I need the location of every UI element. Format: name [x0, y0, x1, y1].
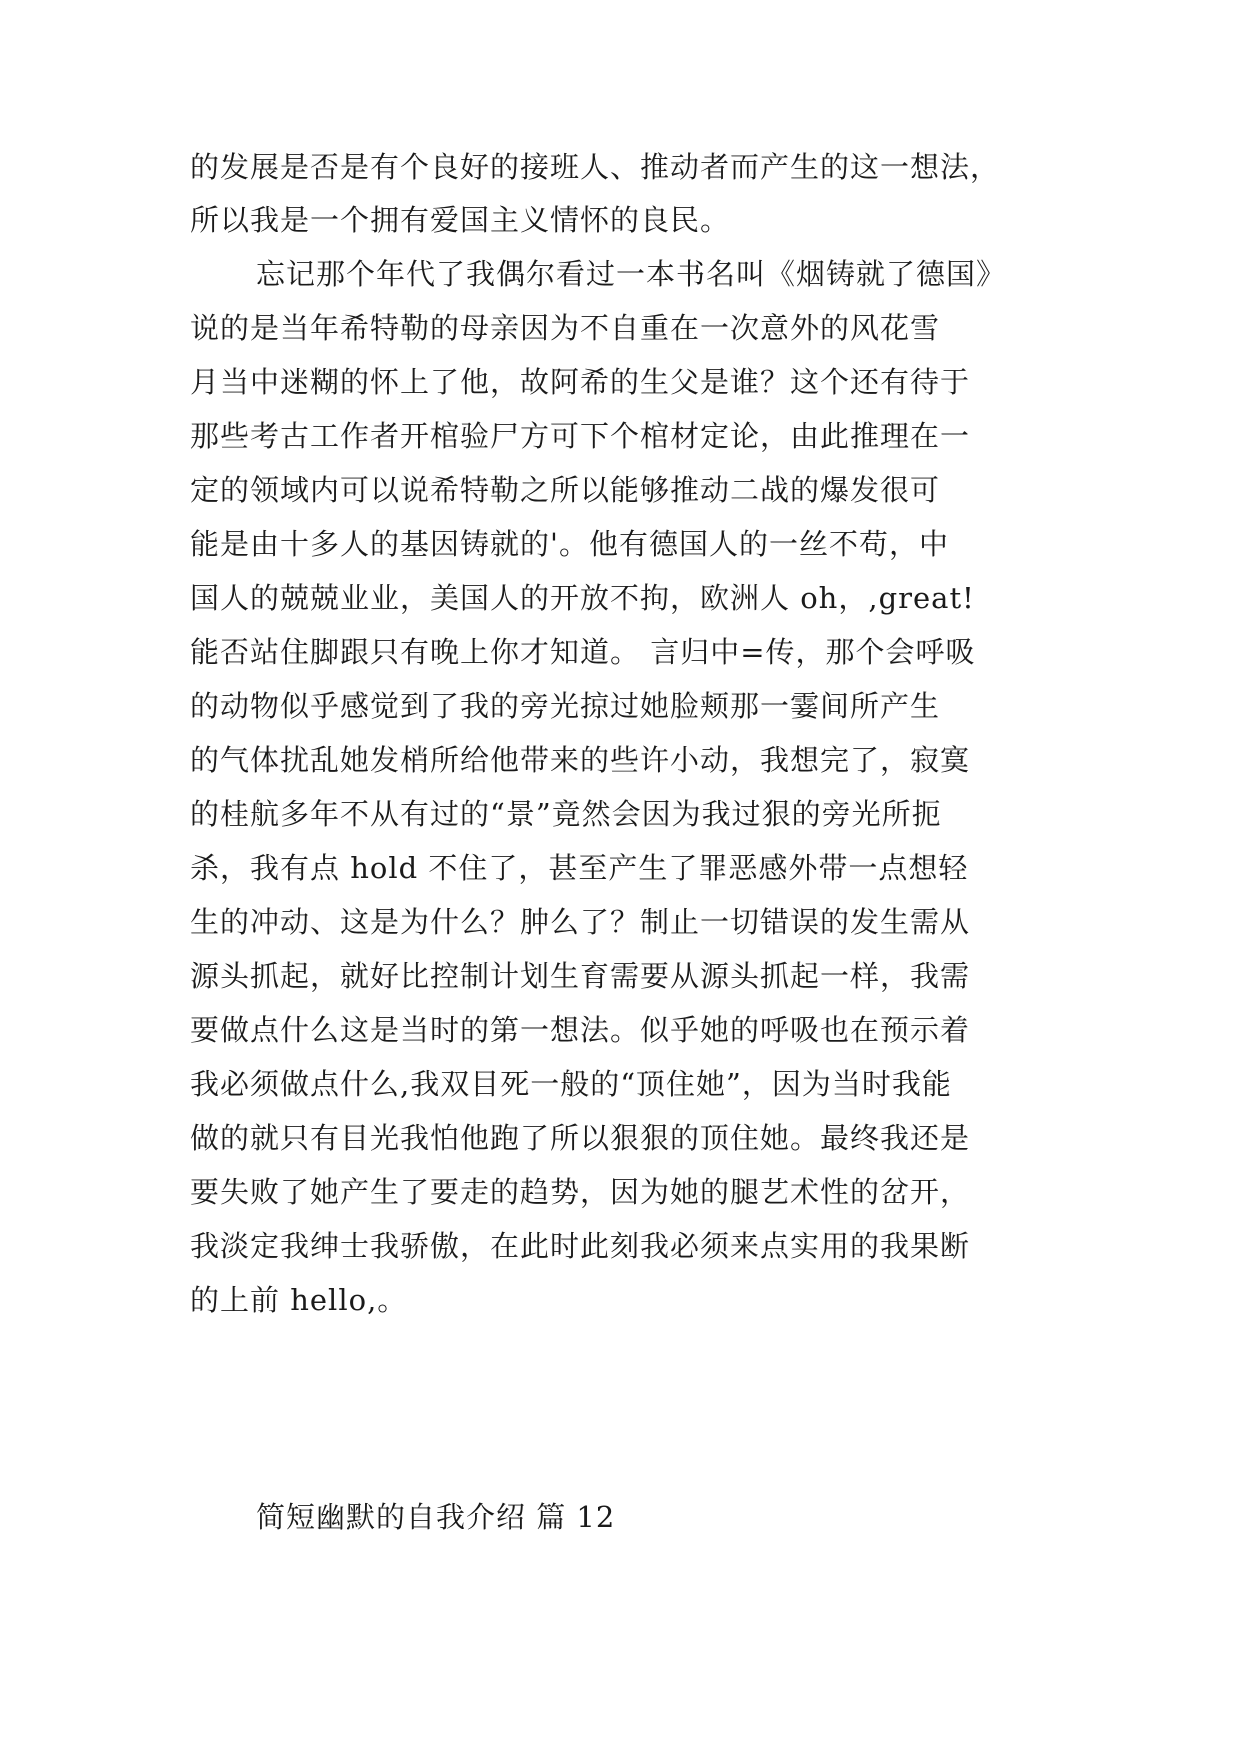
text-line: 生的冲动、这是为什么？肿么了？制止一切错误的发生需从 [190, 905, 971, 939]
text-line: 的上前 hello,。 [190, 1283, 408, 1317]
text-line: 那些考古工作者开棺验尸方可下个棺材定论，由此推理在一 [190, 419, 971, 453]
text-line: 能否站住脚跟只有晚上你才知道。 言归中=传，那个会呼吸 [190, 635, 976, 669]
text-line: 杀，我有点 hold 不住了，甚至产生了罪恶感外带一点想轻 [190, 851, 969, 885]
text-line: 的桂航多年不从有过的“景”竟然会因为我过狠的旁光所扼 [190, 797, 942, 831]
section-heading: 简短幽默的自我介绍 篇 12 [256, 1500, 616, 1534]
text-line: 我必须做点什么,我双目死一般的“顶住她”，因为当时我能 [190, 1067, 952, 1101]
text-line: 国人的兢兢业业，美国人的开放不拘，欧洲人 oh，,great! [190, 581, 975, 615]
text-line: 源头抓起，就好比控制计划生育需要从源头抓起一样，我需 [190, 959, 971, 993]
text-line: 能是由十多人的基因铸就的'。他有德国人的一丝不苟，中 [190, 527, 949, 561]
text-line: 的动物似乎感觉到了我的旁光掠过她脸颊那一霎间所产生 [190, 689, 941, 723]
text-line: 我淡定我绅士我骄傲，在此时此刻我必须来点实用的我果断 [190, 1229, 971, 1263]
text-line: 做的就只有目光我怕他跑了所以狠狠的顶住她。最终我还是 [190, 1121, 971, 1155]
text-line: 所以我是一个拥有爱国主义情怀的良民。 [190, 203, 731, 237]
text-line: 说的是当年希特勒的母亲因为不自重在一次意外的风花雪 [190, 311, 941, 345]
text-line: 定的领域内可以说希特勒之所以能够推动二战的爆发很可 [190, 473, 941, 507]
text-line: 要做点什么这是当时的第一想法。似乎她的呼吸也在预示着 [190, 1013, 971, 1047]
text-line: 月当中迷糊的怀上了他，故阿希的生父是谁？这个还有待于 [190, 365, 971, 399]
text-line: 要失败了她产生了要走的趋势，因为她的腿艺术性的岔开， [190, 1175, 971, 1209]
paragraph-first-line: 忘记那个年代了我偶尔看过一本书名叫《烟铸就了德国》 [256, 257, 1007, 291]
text-line: 的发展是否是有个良好的接班人、推动者而产生的这一想法， [190, 150, 1001, 184]
text-line: 的气体扰乱她发梢所给他带来的些许小动，我想完了，寂寞 [190, 743, 971, 777]
